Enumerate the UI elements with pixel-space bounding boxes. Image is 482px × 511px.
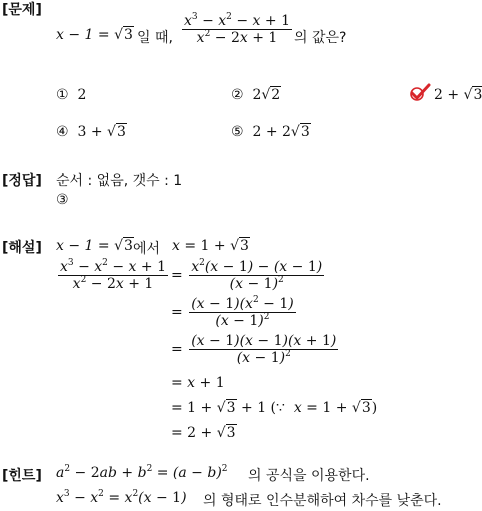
problem-label: [문제] (2, 2, 42, 18)
hint-label: [힌트] (2, 468, 42, 484)
explanation-lhs: $\frac{x^3 - x^2 - x + 1}{x^2 - 2x + 1}$ (60, 258, 166, 292)
problem-tail-text: 의 값은? (294, 30, 347, 46)
explanation-intro-right: x = 1 + √3 (172, 238, 249, 254)
choice-2[interactable]: ② 2√2 (231, 87, 281, 103)
explanation-label: [해설] (2, 240, 42, 256)
choice-3[interactable]: 2 + √3 (434, 87, 482, 103)
hint-line1-math: $a^2 - 2ab + b^2 = (a - b)^2$ (56, 464, 228, 481)
problem-mid-text: 일 때, (137, 30, 173, 46)
problem-fraction: $\frac{x^3 - x^2 - x + 1}{x^2 - 2x + 1}$ (184, 12, 290, 46)
check-icon (409, 83, 431, 103)
hint-line2-math: $x^3 - x^2 = x^2(x - 1)$ (56, 489, 187, 506)
explanation-step1: = $\frac{x^2(x - 1) - (x - 1)}{(x - 1)^2}$ (171, 258, 323, 292)
explanation-step6: = 2 + √3 (171, 425, 236, 441)
hint-line1-text: 의 공식을 이용한다. (248, 468, 370, 484)
explanation-intro-mid: 에서 (133, 241, 161, 257)
answer-marker: ③ (56, 192, 69, 208)
explanation-step5: = 1 + √3 + 1 (∵ x = 1 + √3) (171, 400, 378, 416)
answer-line: 순서 : 없음, 갯수 : 1 (56, 173, 183, 189)
hint-line2-text: 의 형태로 인수분해하여 차수를 낮춘다. (203, 493, 442, 509)
explanation-intro-left: x − 1 = √3 (56, 238, 133, 254)
problem-condition: x − 1 = √3 (56, 27, 133, 43)
explanation-step2: = $\frac{(x - 1)(x^2 - 1)}{(x - 1)^2}$ (171, 295, 294, 329)
answer-label: [정답] (2, 173, 42, 189)
choice-5[interactable]: ⑤ 2 + 2√3 (231, 124, 310, 140)
explanation-step4: = x + 1 (171, 375, 225, 391)
choice-4[interactable]: ④ 3 + √3 (56, 124, 126, 140)
explanation-step3: = $\frac{(x - 1)(x - 1)(x + 1)}{(x - 1)^2}$ (171, 333, 337, 366)
choice-1[interactable]: ① 2 (56, 87, 87, 103)
